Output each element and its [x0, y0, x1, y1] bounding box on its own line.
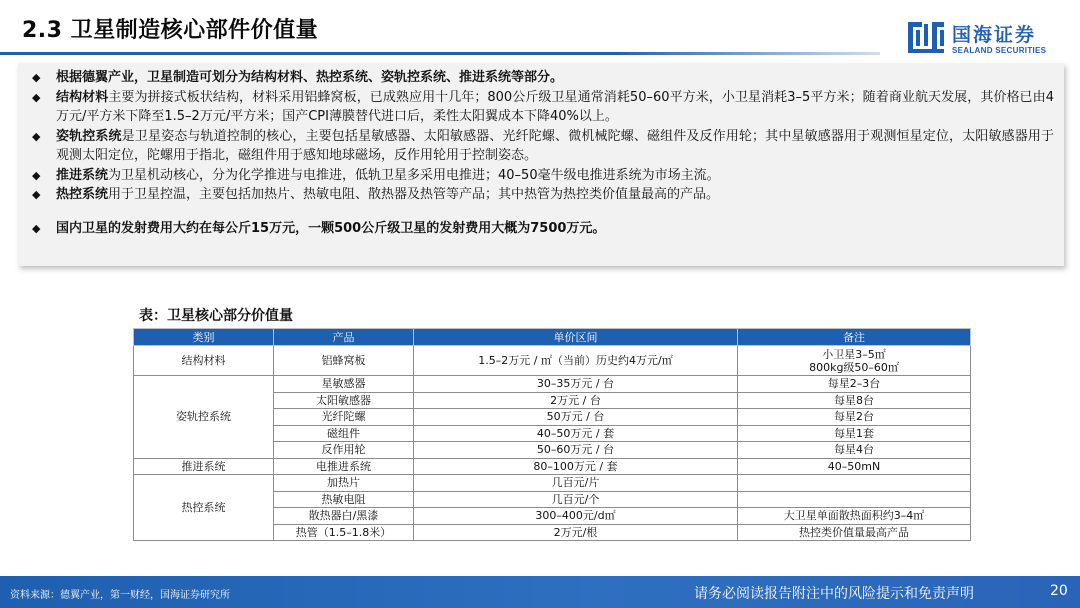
component-value-table	[133, 328, 971, 541]
page-number: 20	[1050, 583, 1068, 599]
page-title: 2.3 卫星制造核心部件价值量	[22, 18, 319, 43]
price-cell: 300–400元/d㎡	[414, 508, 738, 525]
note-cell: 大卫星单面散热面积约3–4㎡	[738, 508, 971, 525]
sealand-logo-icon	[906, 18, 946, 58]
diamond-bullet-icon: ◆	[32, 90, 41, 104]
header-divider	[0, 52, 880, 55]
note-cell: 每星2台	[738, 409, 971, 426]
bullet-text: 用于卫星控温，主要包括加热片、热敏电阻、散热器及热管等产品；其中热管为热控类价值量最高的产品。	[108, 187, 720, 202]
diamond-bullet-icon: ◆	[32, 71, 41, 84]
price-cell: 2万元 / 台	[414, 392, 738, 409]
price-cell: 50万元 / 台	[414, 409, 738, 426]
footer-bar	[0, 576, 1080, 608]
diamond-bullet-icon: ◆	[32, 168, 41, 182]
note-cell: 每星1套	[738, 425, 971, 442]
category-cell: 热控系统	[134, 475, 274, 541]
note-cell	[738, 491, 971, 508]
column-header-product: 产品	[274, 329, 414, 346]
note-cell	[738, 475, 971, 492]
diamond-bullet-icon: ◆	[32, 221, 41, 235]
column-header-category: 类别	[134, 329, 274, 346]
product-cell: 星敏感器	[274, 376, 414, 393]
note-cell: 热控类价值量最高产品	[738, 524, 971, 541]
column-header-price: 单价区间	[414, 329, 738, 346]
product-cell: 铝蜂窝板	[274, 346, 414, 376]
product-cell: 电推进系统	[274, 458, 414, 475]
bullet-lead: 结构材料	[56, 89, 109, 105]
note-cell: 每星2–3台	[738, 376, 971, 393]
bullet-text: 为卫星机动核心，分为化学推进与电推进，低轨卫星多采用电推进；40–50毫牛级电推进系统为市场主流。	[108, 167, 720, 183]
product-cell: 散热器白/黑漆	[274, 508, 414, 525]
bullet-lead: 姿轨控系统	[56, 128, 122, 144]
price-cell: 50–60万元 / 台	[414, 442, 738, 459]
summary-bullet	[30, 68, 1054, 88]
product-cell: 热管（1.5–1.8米）	[274, 524, 414, 541]
bullet-text: 国内卫星的发射费用大约在每公斤15万元，一颗500公斤级卫星的发射费用大概为7500万元。	[56, 220, 606, 236]
bullet-text: 主要为拼接式板状结构，材料采用铝蜂窝板，已成熟应用十几年；800公斤级卫星通常消耗50–60平方米，小卫星消耗3–5平方米；随着商业航天发展，其价格已由4万元/平方米下降至1.5–2万元/平方米；国产CPI薄膜替代进口后，柔性太阳翼成本下降40%以上。	[56, 89, 1054, 124]
product-cell: 反作用轮	[274, 442, 414, 459]
summary-bullet	[30, 127, 1054, 166]
column-header-note: 备注	[738, 329, 971, 346]
product-cell: 光纤陀螺	[274, 409, 414, 426]
product-cell: 加热片	[274, 475, 414, 492]
logo-chinese-name: 国海证券	[952, 24, 1037, 46]
table-row	[134, 458, 971, 475]
bullet-lead: 推进系统	[56, 167, 109, 183]
diamond-bullet-icon: ◆	[32, 129, 41, 143]
diamond-bullet-icon: ◆	[32, 188, 41, 201]
summary-bullet	[30, 88, 1054, 127]
category-cell: 推进系统	[134, 458, 274, 475]
note-cell: 每星8台	[738, 392, 971, 409]
category-cell: 结构材料	[134, 346, 274, 376]
table-row	[134, 376, 971, 393]
note-cell: 40–50mN	[738, 458, 971, 475]
price-cell: 几百元/个	[414, 491, 738, 508]
bullet-text: 是卫星姿态与轨道控制的核心，主要包括星敏感器、太阳敏感器、光纤陀螺、微机械陀螺、磁组件及反作用轮；其中星敏感器用于观测恒星定位，太阳敏感器用于观测太阳定位，陀螺用于指北，磁组件用于感知地球磁场，反作用轮用于控制姿态。	[56, 128, 1054, 163]
product-cell: 太阳敏感器	[274, 392, 414, 409]
note-cell: 每星4台	[738, 442, 971, 459]
price-cell: 30–35万元 / 台	[414, 376, 738, 393]
table-row	[134, 475, 971, 492]
note-line: 800kg级50–60㎡	[809, 360, 899, 374]
price-cell: 1.5–2万元 / ㎡（当前）历史约4万元/㎡	[414, 346, 738, 376]
source-note: 资料来源：德翼产业，第一财经，国海证券研究所	[10, 590, 230, 601]
logo-english-name: SEALAND SECURITIES	[952, 46, 1047, 55]
note-line: 小卫星3–5㎡	[822, 347, 886, 361]
price-cell: 80–100万元 / 套	[414, 458, 738, 475]
bullet-text: 根据德翼产业，卫星制造可划分为结构材料、热控系统、姿轨控系统、推进系统等部分。	[56, 70, 564, 85]
bullet-lead: 热控系统	[56, 187, 109, 202]
price-cell: 2万元/根	[414, 524, 738, 541]
summary-bullet-launch-cost	[30, 219, 1054, 239]
summary-box	[18, 63, 1064, 266]
summary-bullet	[30, 166, 1054, 186]
price-cell: 几百元/片	[414, 475, 738, 492]
disclaimer-text: 请务必阅读报告附注中的风险提示和免责声明	[694, 586, 974, 602]
table-caption: 表：卫星核心部分价值量	[139, 308, 293, 324]
sealand-logo	[906, 18, 1066, 62]
note-cell	[738, 346, 971, 376]
table-header-row	[134, 329, 971, 346]
product-cell: 磁组件	[274, 425, 414, 442]
product-cell: 热敏电阻	[274, 491, 414, 508]
category-cell: 姿轨控系统	[134, 376, 274, 459]
table-row	[134, 346, 971, 376]
price-cell: 40–50万元 / 套	[414, 425, 738, 442]
summary-bullet	[30, 185, 1054, 205]
